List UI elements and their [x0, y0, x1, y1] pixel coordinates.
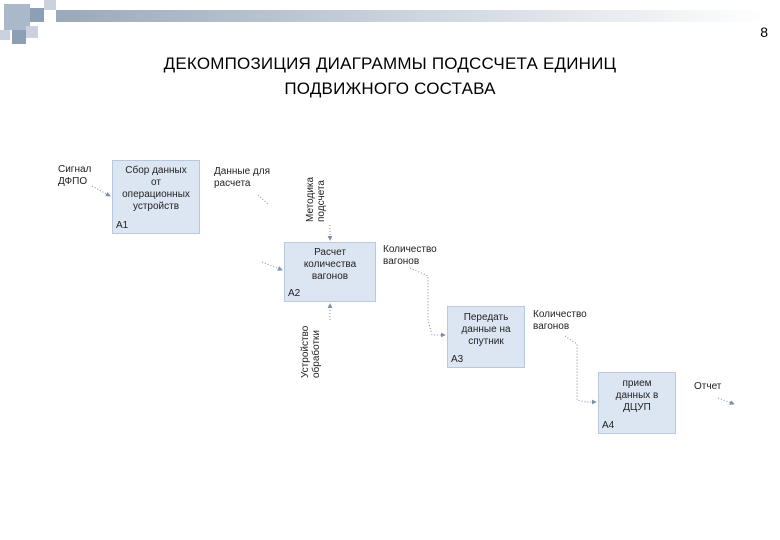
process-box-a2 — [284, 242, 376, 302]
box-label-line: операционных — [122, 189, 190, 200]
process-box-a3 — [447, 306, 525, 368]
label-line: расчета — [214, 178, 251, 189]
label-input-signal — [58, 164, 91, 188]
label-line: Количество — [383, 244, 437, 255]
box-label-line: устройств — [132, 201, 180, 212]
label-line: вагонов — [533, 321, 570, 332]
label-report: Отчет — [694, 381, 722, 392]
arrow-a2-to-a3 — [410, 268, 445, 335]
box-label-line: Сбор данных — [125, 165, 187, 176]
page-number: 8 — [760, 24, 768, 40]
box-label-line: ДЦУП — [623, 402, 651, 413]
arrow-data-to-a2 — [262, 262, 282, 270]
box-label-line: от — [151, 177, 161, 188]
box-code: A3 — [451, 354, 464, 365]
label-line: вагонов — [383, 256, 420, 267]
process-box-a1 — [112, 160, 200, 234]
box-label-line: количества — [303, 259, 357, 270]
box-label-line: вагонов — [311, 271, 349, 282]
label-line: Сигнал — [58, 164, 92, 175]
box-label-line: Передать — [463, 312, 509, 323]
label-count-wagons-2 — [533, 309, 587, 333]
label-line: обработки — [311, 329, 322, 378]
box-label-line: спутник — [468, 336, 504, 347]
arrow-signal-to-a1 — [92, 186, 110, 196]
arrow-report-output — [718, 398, 734, 404]
label-data-for-calc — [214, 166, 270, 190]
process-box-a4 — [598, 372, 676, 434]
label-count-wagons-1 — [383, 244, 437, 268]
box-label-line: данные на — [461, 324, 511, 335]
arrow-a1-output — [258, 195, 268, 204]
label-line: Данные для — [214, 166, 270, 177]
box-code: A4 — [602, 420, 615, 431]
label-line: ДФПО — [58, 176, 88, 187]
label-method — [305, 177, 327, 222]
box-label-line: данных в — [615, 390, 659, 401]
box-label-line: прием — [622, 378, 652, 389]
label-device — [300, 326, 322, 378]
label-line: подсчета — [316, 180, 327, 222]
label-line: Устройство — [300, 325, 311, 378]
box-label-line: Расчет — [314, 247, 346, 258]
page-title-continued: ПОДВИЖНОГО СОСТАВА — [284, 79, 496, 98]
page-title: ДЕКОМПОЗИЦИЯ ДИАГРАММЫ ПОДССЧЕТА ЕДИНИЦ — [163, 54, 617, 73]
box-code: A2 — [288, 288, 301, 299]
label-line: Методика — [305, 176, 316, 222]
arrow-a3-to-a4 — [565, 336, 596, 402]
box-code: A1 — [116, 220, 129, 231]
label-line: Количество — [533, 309, 587, 320]
